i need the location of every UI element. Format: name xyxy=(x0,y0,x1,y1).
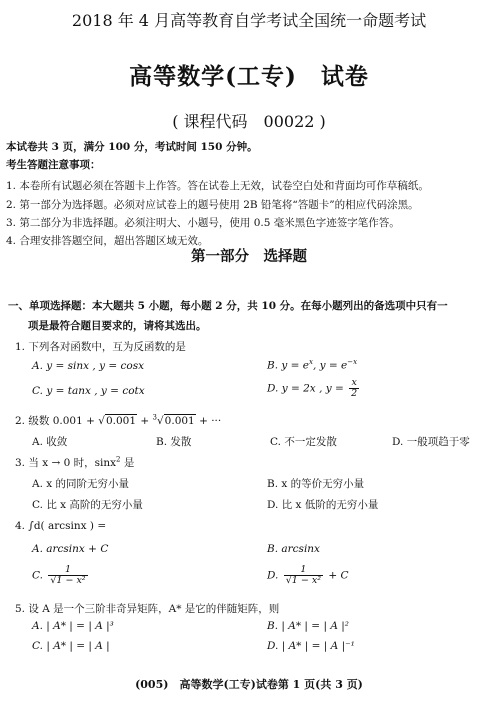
question-2-stem: 2. 级数 0.001 + √0.001 + $^3$√0.001 + ··· xyxy=(15,413,222,427)
fraction-d: $\frac{1}{\text{√1 − x²}}$ xyxy=(285,564,321,586)
note-4: 4. 合理安排答题空间，超出答题区域无效。 xyxy=(6,235,209,247)
q5-option-b: B. | A* | = | A |² xyxy=(267,620,349,632)
paper-title: 高等数学(工专) 试卷 xyxy=(129,63,369,90)
q1-option-a: A. y = sinx , y = cosx xyxy=(32,360,145,372)
question-5-stem: 5. 设 A 是一个三阶非奇异矩阵，A* 是它的伴随矩阵，则 xyxy=(15,603,280,615)
q3-option-a: A. x 的同阶无穷小量 xyxy=(32,478,130,490)
q3-option-d: D. 比 x 低阶的无穷小量 xyxy=(267,499,379,511)
q5-option-d: D. | A* | = | A |⁻¹ xyxy=(267,640,355,652)
cube-root-symbol: √ xyxy=(156,415,164,427)
note-2: 2. 第一部分为选择题。必须对应试卷上的题号使用 2B 铅笔将“答题卡”的相应代码涂黑。 xyxy=(6,199,419,211)
question-4-stem: 4. ∫d( arcsinx ) = xyxy=(15,520,107,532)
q4-option-b: B. arcsinx xyxy=(267,543,320,555)
q2-option-c: C. 不一定发散 xyxy=(270,436,337,448)
q5-option-c: C. | A* | = | A | xyxy=(32,640,110,652)
question-3-stem: 3. 当 x → 0 时，sinx$^2$ 是 xyxy=(15,455,135,469)
q1-option-c: C. y = tanx , y = cotx xyxy=(32,385,145,397)
course-code: ( 课程代码 00022 ) xyxy=(172,112,326,131)
fraction-x-over-2: $\frac{x}{2}$ xyxy=(351,377,358,399)
note-1: 1. 本卷所有试题必须在答题卡上作答。答在试卷上无效，试卷空白处和背面均可作草稿纸。 xyxy=(6,180,429,192)
q5-option-a: A. | A* | = | A |³ xyxy=(32,620,114,632)
paper-info: 本试卷共 3 页，满分 100 分，考试时间 150 分钟。 xyxy=(6,141,258,153)
note-3: 3. 第二部分为非选择题。必须注明大、小题号，使用 0.5 毫米黑色字迹签字笔作答。 xyxy=(6,217,400,229)
sqrt-symbol: √ xyxy=(98,415,105,427)
q1-option-d: D. y = 2x , y = $\frac{x}{2}$ xyxy=(267,377,358,399)
q2-option-d: D. 一般项趋于零 xyxy=(392,436,470,448)
q3-option-b: B. x 的等价无穷小量 xyxy=(267,478,365,490)
q4-option-d: D. $\frac{1}{\text{√1 − x²}}$ + C xyxy=(267,564,349,586)
q2-option-a: A. 收敛 xyxy=(32,436,68,448)
section-instruction-line2: 项是最符合题目要求的，请将其选出。 xyxy=(28,320,207,332)
exam-title: 2018 年 4 月高等教育自学考试全国统一命题考试 xyxy=(71,11,427,30)
page-footer: (005) 高等数学(工专)试卷第 1 页(共 3 页) xyxy=(135,678,363,691)
fraction-c: $\frac{1}{\text{√1 − x²}}$ xyxy=(50,564,86,586)
question-1-stem: 1. 下列各对函数中，互为反函数的是 xyxy=(15,341,186,353)
q4-option-c: C. $\frac{1}{\text{√1 − x²}}$ xyxy=(32,564,86,586)
notes-title: 考生答题注意事项： xyxy=(6,159,101,171)
q4-option-a: A. arcsinx + C xyxy=(32,543,109,555)
section-instruction-line1: 一、单项选择题：本大题共 5 小题，每小题 2 分，共 10 分。在每小题列出的备选项中只有一 xyxy=(8,300,448,312)
q2-option-b: B. 发散 xyxy=(156,436,192,448)
section-title: 第一部分 选择题 xyxy=(191,248,307,265)
q3-option-c: C. 比 x 高阶的无穷小量 xyxy=(32,499,143,511)
q1-option-b: B. $y = e^x$, $y = e^{-x}$ xyxy=(267,358,358,372)
